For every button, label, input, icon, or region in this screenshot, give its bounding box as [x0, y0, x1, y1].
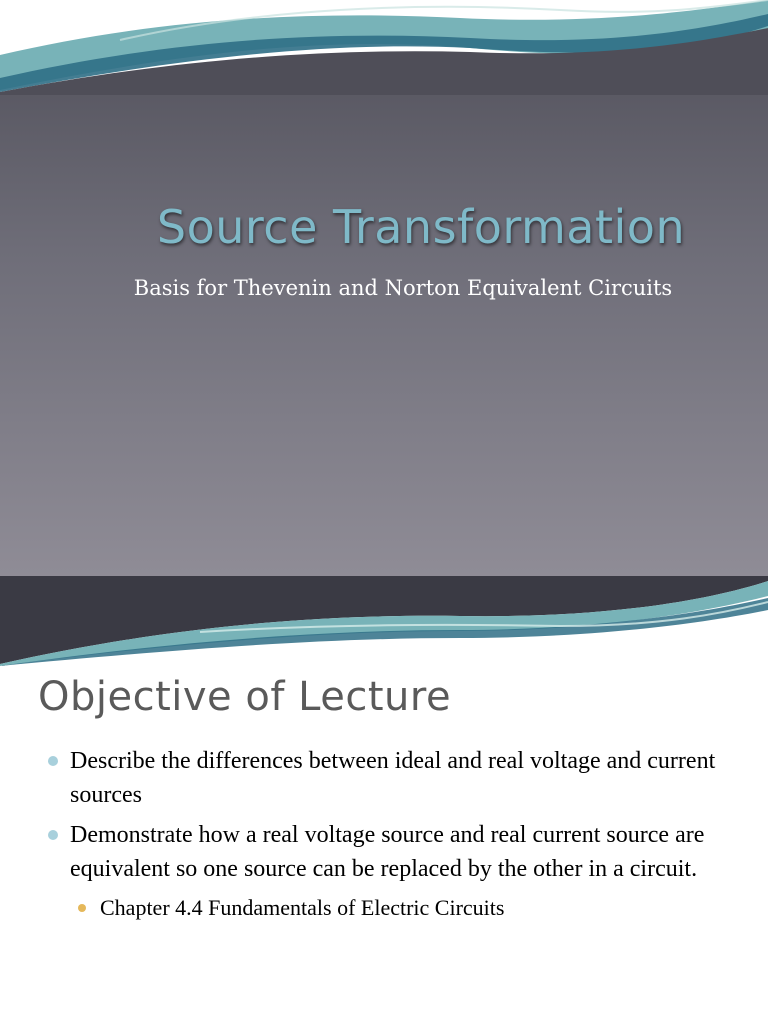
- slide-title: Source Transformation: [156, 200, 686, 254]
- bullet-item: [46, 818, 736, 886]
- bullet-text: Demonstrate how a real voltage source and real current source are equivalent so one source can be replaced by the other in a circuit.: [70, 822, 705, 882]
- slide-subtitle: Basis for Thevenin and Norton Equivalent Circuits: [133, 276, 673, 300]
- slide-heading: Objective of Lecture: [38, 674, 452, 720]
- bullet-dot-icon: [48, 756, 58, 766]
- bullet-dot-icon: [48, 830, 58, 840]
- decorative-wave: [0, 576, 768, 666]
- sub-bullet-dot-icon: [78, 904, 86, 912]
- decorative-wave: [0, 0, 768, 95]
- sub-bullet-text: Chapter 4.4 Fundamentals of Electric Circuits: [100, 895, 505, 920]
- content-slide: [0, 576, 768, 1024]
- bullet-item: [46, 744, 736, 812]
- bullet-list: [46, 744, 736, 924]
- sub-bullet-item: [46, 892, 736, 924]
- bullet-text: Describe the differences between ideal and real voltage and current sources: [70, 748, 716, 808]
